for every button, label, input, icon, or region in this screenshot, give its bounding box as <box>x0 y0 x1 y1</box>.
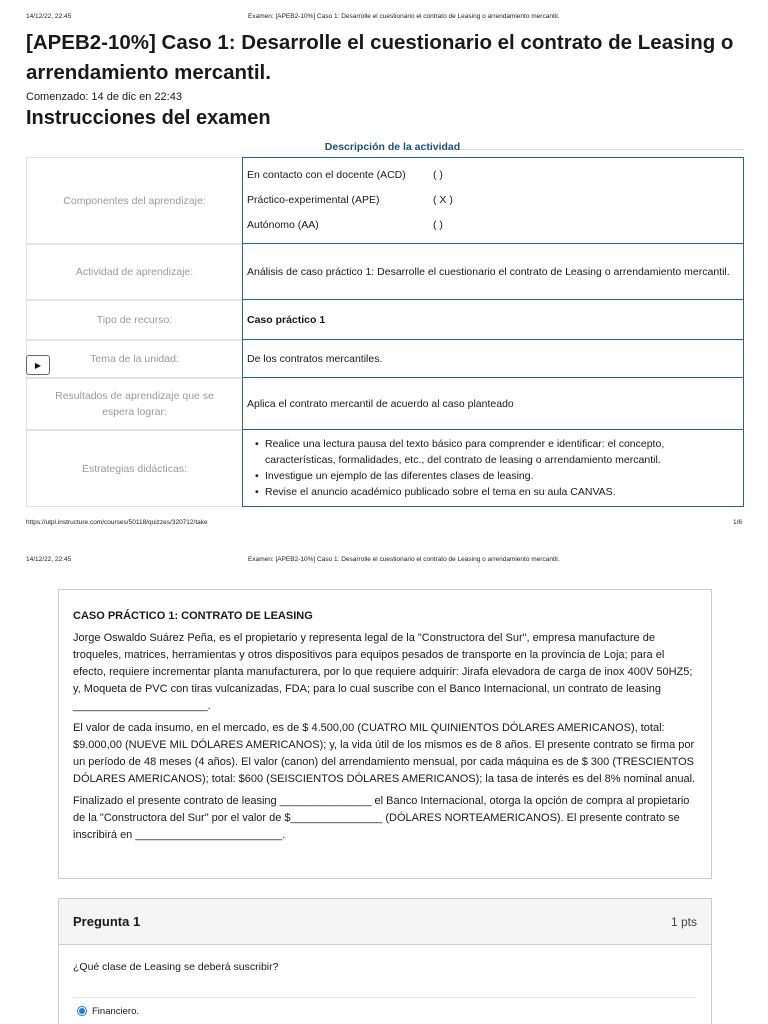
question-box <box>58 898 712 1024</box>
unit-label: Tema de la unidad: <box>26 340 242 378</box>
component-mark: ( ) <box>433 219 443 231</box>
page-number: 1/6 <box>732 519 742 526</box>
results-value: Aplica el contrato mercantil de acuerdo al caso planteado <box>242 378 744 430</box>
components-label: Componentes del aprendizaje: <box>26 157 242 244</box>
table-row <box>26 378 744 430</box>
resource-label: Tipo de recurso: <box>26 300 242 340</box>
question-points: 1 pts <box>670 914 697 929</box>
instructions-heading: Instrucciones del examen <box>26 107 271 129</box>
component-name: En contacto con el docente (ACD) <box>247 169 406 181</box>
table-row <box>26 157 744 244</box>
case-paragraph: Finalizado el presente contrato de leasing _______________ el Banco Internacional, otorga la opción de compra al propietario de la "Constructora del Sur" por el valor de $_______________ (DÓLARES NORTEAMERICANOS). El presente contrato se inscribirá en ________________________. <box>73 795 690 841</box>
question-text: ¿Qué clase de Leasing se deberá suscribir? <box>73 961 279 973</box>
case-paragraph: Jorge Oswaldo Suárez Peña, es el propietario y representa legal de la "Constructora del Sur", empresa manufacture de troqueles, matrices, herramientas y otros dispositivos para equipos pesados de transporte en la provincia de Loja; para el efecto, requiere incrementar planta manufacturera, por lo que requiere adquirir: Jirafa elevadora de carga de inox 400V 50HZ5; y, Moqueta de PVC con tiras vulcanizadas, FDA; para lo cual suscribe con el Banco Internacional, un contrato de leasing ______________________. <box>73 632 693 712</box>
exam-title: [APEB2-10%] Caso 1: Desarrolle el cuestionario el contrato de Leasing o arrendamiento mercantil. <box>26 31 734 84</box>
strategies-label: Estrategias didácticas: <box>26 430 242 507</box>
print-date: 14/12/22, 22:45 <box>26 556 72 563</box>
print-footer <box>26 519 742 526</box>
answer-option[interactable] <box>59 998 711 1024</box>
table-row <box>26 244 744 300</box>
table-row <box>26 430 744 507</box>
activity-value: Análisis de caso práctico 1: Desarrolle el cuestionario el contrato de Leasing o arrendamiento mercantil. <box>242 244 744 300</box>
component-item <box>247 188 731 213</box>
print-url: https://utpl.instructure.com/courses/50118/quizzes/320712/take <box>26 519 208 526</box>
print-date: 14/12/22, 22:45 <box>26 13 72 20</box>
component-item <box>247 213 731 238</box>
list-item: • Investigue un ejemplo de las diferentes clases de leasing. <box>247 468 731 484</box>
strategies-value <box>242 430 744 507</box>
case-box <box>58 589 712 879</box>
component-mark: ( ) <box>433 169 443 181</box>
strategies-list <box>247 436 731 500</box>
question-header <box>59 899 711 945</box>
component-item <box>247 163 731 188</box>
radio-selected-icon[interactable] <box>77 1006 87 1016</box>
table-row <box>26 340 744 378</box>
component-mark: ( X ) <box>433 194 453 206</box>
component-name: Práctico-experimental (APE) <box>247 194 380 206</box>
components-value <box>242 157 744 244</box>
print-doc-title: Examen: [APEB2-10%] Caso 1: Desarrolle el cuestionario el contrato de Leasing o arrendamiento mercantil. <box>248 556 560 563</box>
activity-description-header: Descripción de la actividad <box>324 141 461 153</box>
started-timestamp: Comenzado: 14 de dic en 22:43 <box>26 91 182 103</box>
list-item: • Revise el anuncio académico publicado sobre el tema en su aula CANVAS. <box>247 484 731 500</box>
resource-value-text: Caso práctico 1 <box>247 313 326 326</box>
case-paragraph: El valor de cada insumo, en el mercado, es de $ 4.500,00 (CUATRO MIL QUINIENTOS DÓLARES AMERICANOS), total: $9.000,00 (NUEVE MIL DÓLARES AMERICANOS); y, la vida útil de los mismos es de 8 años. El presente contrato se firma por un período de 48 meses (4 años). El valor (canon) del arrendamiento mensual, por cada máquina es de $ 300 (TRESCIENTOS DÓLARES AMERICANOS); total: $600 (SEISCIENTOS DÓLARES AMERICANOS); la tasa de interés es del 8% nominal anual. <box>73 722 696 785</box>
print-doc-title: Examen: [APEB2-10%] Caso 1: Desarrolle el cuestionario el contrato de Leasing o arrendamiento mercantil. <box>248 13 560 20</box>
print-header <box>26 13 742 23</box>
case-title: CASO PRÁCTICO 1: CONTRATO DE LEASING <box>73 610 313 622</box>
unit-value: De los contratos mercantiles. <box>242 340 744 378</box>
results-label: Resultados de aprendizaje que se espera lograr: <box>26 378 242 430</box>
activity-label: Actividad de aprendizaje: <box>26 244 242 300</box>
header-divider <box>460 149 744 150</box>
question-title: Pregunta 1 <box>73 914 141 929</box>
resource-value <box>242 300 744 340</box>
component-name: Autónomo (AA) <box>247 219 319 231</box>
table-row <box>26 300 744 340</box>
print-header <box>26 556 742 566</box>
answer-label: Financiero. <box>92 1005 139 1017</box>
list-item: • Realice una lectura pausa del texto básico para comprender e identificar: el concepto, características, formalidades, etc., del contrato de leasing o arrendamiento mercantil. <box>247 436 731 468</box>
play-button[interactable]: ▶ <box>26 355 50 375</box>
